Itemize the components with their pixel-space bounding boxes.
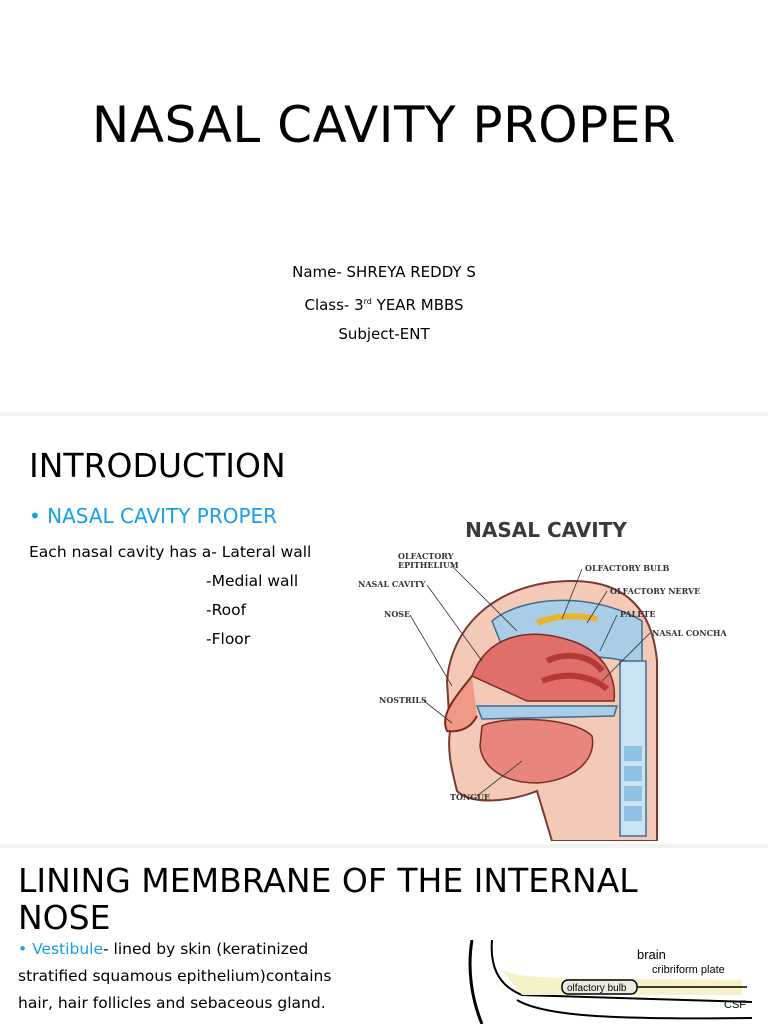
subject-line: Subject-ENT (338, 325, 430, 343)
author-block (0, 258, 768, 349)
bullet-marker: • (29, 504, 41, 528)
class-line (0, 287, 768, 320)
label-olfactory: OLFACTORY (398, 551, 454, 561)
slide-title: LINING MEMBRANE OF THE INTERNAL NOSE (18, 861, 638, 937)
vestibule-term: Vestibule (32, 940, 103, 958)
name-line: Name- SHREYA REDDY S (292, 263, 476, 281)
bullet-heading (29, 504, 277, 528)
class-sup: rd (363, 297, 372, 306)
label-olfactory-nerve: OLFACTORY NERVE (610, 586, 701, 596)
nasal-cavity-diagram (352, 511, 752, 841)
wall-medial: -Medial wall (206, 572, 299, 590)
palate-shape (477, 706, 617, 719)
label-cribriform: cribriform plate (652, 964, 725, 976)
diagram-title: NASAL CAVITY (465, 518, 627, 542)
vertebra-3 (624, 786, 642, 801)
wall-list (29, 538, 311, 654)
bullet-marker: • (18, 940, 28, 958)
label-nasal-concha: NASAL CONCHA (652, 628, 727, 638)
label-palete: PALETE (620, 609, 656, 619)
slide-title: INTRODUCTION (29, 446, 286, 485)
vertebra-2 (624, 766, 642, 781)
vertebra-1 (624, 746, 642, 761)
label-epithelium: EPITHELIUM (398, 560, 459, 570)
title-slide (0, 0, 768, 412)
slide-title: NASAL CAVITY PROPER (91, 96, 677, 154)
label-nasal-cavity: NASAL CAVITY (358, 579, 426, 589)
vestibule-desc: - lined by skin (keratinized stratified squamous epithelium)contains hair, hair follicles and sebaceous gland. (18, 940, 332, 1012)
skull-curve-outer (470, 940, 482, 1024)
label-csf: CSF (724, 999, 746, 1011)
vertebra-4 (624, 806, 642, 821)
bullet-text: NASAL CAVITY PROPER (47, 504, 278, 528)
label-olfactory-bulb: OLFACTORY BULB (585, 563, 670, 573)
label-tongue: TONGUE (450, 792, 491, 802)
olfactory-diagram (462, 940, 752, 1024)
vestibule-bullet (18, 936, 358, 1017)
class-prefix: Class- 3 (304, 296, 364, 314)
lining-membrane-slide (0, 848, 768, 1024)
label-brain: brain (637, 947, 666, 962)
class-suffix: YEAR MBBS (371, 296, 464, 314)
label-nostrils: NOSTRILS (379, 695, 427, 705)
wall-lateral: Each nasal cavity has a- Lateral wall (29, 543, 312, 561)
label-bulb: olfactory bulb (567, 983, 627, 994)
wall-floor: -Floor (206, 630, 251, 648)
cribriform-line (517, 1000, 752, 1018)
label-nose: NOSE (384, 609, 411, 619)
wall-roof: -Roof (206, 601, 247, 619)
introduction-slide (0, 416, 768, 844)
